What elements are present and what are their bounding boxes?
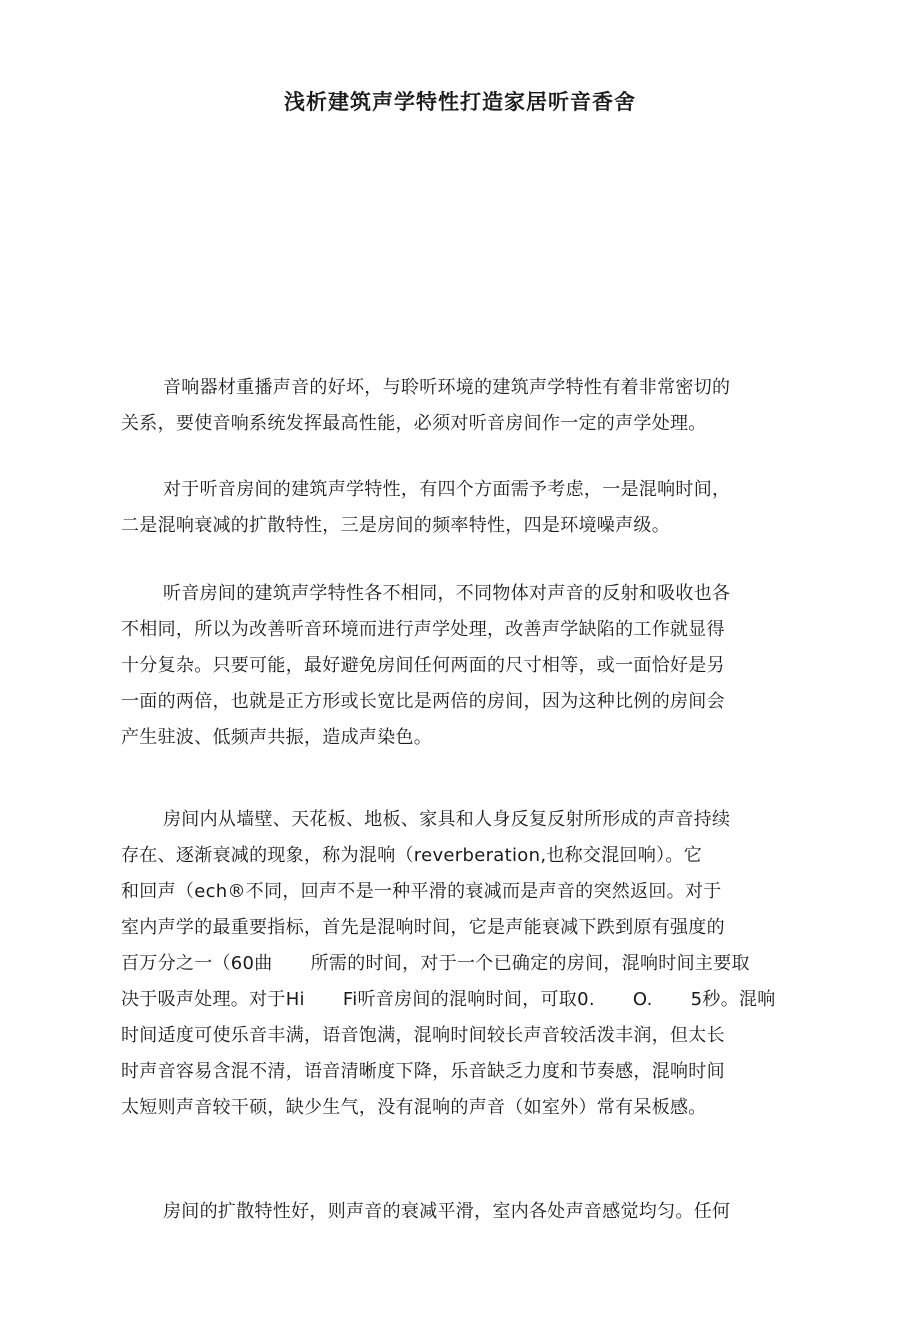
line-segment: 5秒。混响 bbox=[690, 989, 776, 1010]
paragraph-line bbox=[121, 982, 811, 1018]
paragraph-5 bbox=[121, 1194, 811, 1230]
line-segment: Fi听音房间的混响时间，可取0. bbox=[342, 989, 595, 1010]
paragraph-line: 室内声学的最重要指标，首先是混响时间，它是声能衰减下跌到原有强度的 bbox=[121, 917, 725, 938]
paragraph-4 bbox=[121, 802, 811, 1126]
paragraph-line: 产生驻波、低频声共振，造成声染色。 bbox=[121, 727, 433, 748]
paragraph-line: 和回声（ech®不同，回声不是一种平滑的衰减而是声音的突然返回。对于 bbox=[121, 881, 722, 902]
line-segment: O. bbox=[632, 989, 653, 1010]
paragraph-line: 存在、逐渐衰减的现象，称为混响（reverberation,也称交混回响）。它 bbox=[121, 845, 703, 866]
document-title: 浅析建筑声学特性打造家居听音香舍 bbox=[284, 90, 636, 114]
line-segment: 决于吸声处理。对于Hi bbox=[121, 989, 305, 1010]
paragraph-line: 十分复杂。只要可能，最好避免房间任何两面的尺寸相等，或一面恰好是另 bbox=[121, 655, 725, 676]
paragraph-line: 一面的两倍，也就是正方形或长宽比是两倍的房间，因为这种比例的房间会 bbox=[121, 691, 725, 712]
paragraph-line: 不相同，所以为改善听音环境而进行声学处理，改善声学缺陷的工作就显得 bbox=[121, 619, 725, 640]
paragraph-3 bbox=[121, 576, 811, 756]
paragraph-line: 关系，要使音响系统发挥最高性能，必须对听音房间作一定的声学处理。 bbox=[121, 413, 707, 434]
paragraph-line: 对于听音房间的建筑声学特性，有四个方面需予考虑，一是混响时间， bbox=[163, 479, 731, 500]
paragraph-line: 二是混响衰减的扩散特性，三是房间的频率特性，四是环境噪声级。 bbox=[121, 515, 670, 536]
paragraph-line: 听音房间的建筑声学特性各不相同，不同物体对声音的反射和吸收也各 bbox=[163, 583, 731, 604]
paragraph-line: 房间内从墙壁、天花板、地板、家具和人身反复反射所形成的声音持续 bbox=[163, 809, 731, 830]
paragraph-line bbox=[121, 946, 811, 982]
paragraph-line: 房间的扩散特性好，则声音的衰减平滑，室内各处声音感觉均匀。任何 bbox=[163, 1201, 731, 1222]
paragraph-line: 时间适度可使乐音丰满，语音饱满，混响时间较长声音较活泼丰润，但太长 bbox=[121, 1025, 725, 1046]
paragraph-2 bbox=[121, 472, 811, 544]
line-segment: 百万分之一（60曲 bbox=[121, 953, 273, 974]
paragraph-line: 时声音容易含混不清，语音清晰度下降，乐音缺乏力度和节奏感，混响时间 bbox=[121, 1061, 725, 1082]
paragraph-line: 音响器材重播声音的好坏，与聆听环境的建筑声学特性有着非常密切的 bbox=[163, 377, 731, 398]
paragraph-1 bbox=[121, 370, 811, 442]
line-segment: 所需的时间，对于一个已确定的房间，混响时间主要取 bbox=[310, 953, 750, 974]
paragraph-line: 太短则声音较干硕，缺少生气，没有混响的声音（如室外）常有呆板感。 bbox=[121, 1097, 707, 1118]
